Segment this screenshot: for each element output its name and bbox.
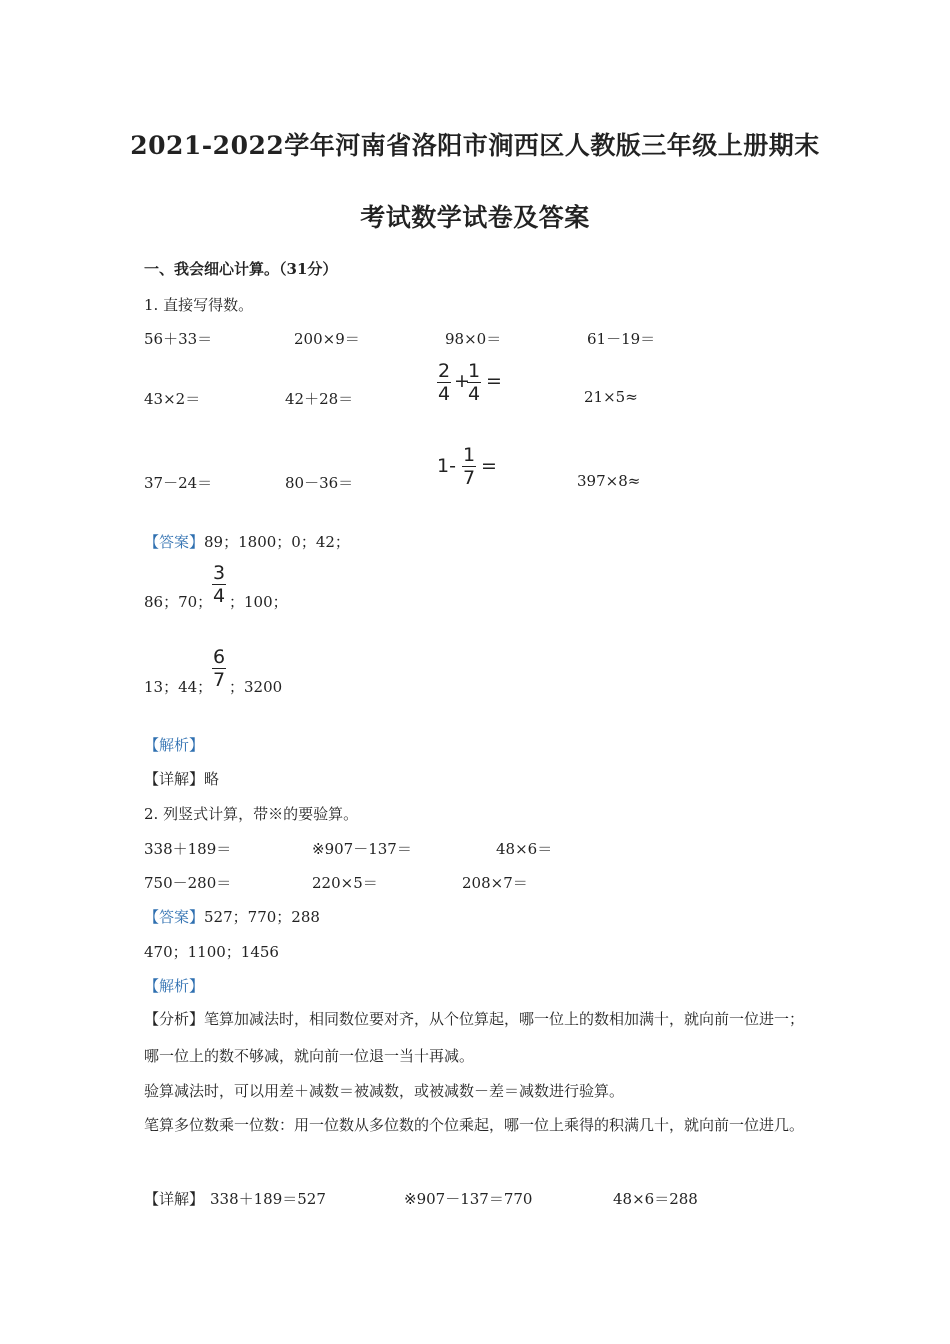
calc-item: 56＋33＝	[144, 330, 213, 348]
answer-text: 86；70；	[144, 593, 213, 611]
answer-text: 527；770；288	[204, 908, 320, 926]
calc-item: 338＋189＝	[144, 840, 232, 858]
detail-item: 48×6＝288	[613, 1190, 698, 1208]
fraction-numerator: 1	[462, 444, 476, 466]
analysis-paragraph: 验算减法时，可以用差＋减数＝被减数，或被减数－差＝减数进行验算。	[144, 1082, 625, 1100]
analysis-paragraph: 【分析】笔算加减法时，相同数位要对齐，从个位算起，哪一位上的数相加满十，就向前一位进一；哪一位上的数不够减，就向前一位退一当十再减。	[144, 1010, 805, 1065]
equals-sign: =	[486, 370, 502, 392]
calc-item: 61－19＝	[587, 330, 656, 348]
answer-line	[144, 906, 320, 927]
fraction-denominator: 7	[212, 669, 226, 691]
fraction-numerator: 3	[212, 562, 226, 584]
equals-sign: =	[481, 455, 497, 477]
answer-text: 13；44；	[144, 678, 213, 696]
section-heading: 一、我会细心计算。（31分）	[144, 260, 338, 278]
detail-tag: 【详解】	[144, 1190, 205, 1208]
calc-item: 80－36＝	[285, 474, 354, 492]
fraction-numerator: 2	[437, 360, 451, 382]
fraction	[212, 563, 226, 606]
calc-item: 750－280＝	[144, 874, 232, 892]
fraction	[467, 361, 481, 404]
calc-item: 48×6＝	[496, 840, 553, 858]
answer-text: 470；1100；1456	[144, 943, 279, 961]
detail-item: ※907－137＝770	[404, 1190, 533, 1208]
whole-number: 1-	[437, 455, 456, 477]
calc-item: 208×7＝	[462, 874, 528, 892]
page-subtitle: 考试数学试卷及答案	[360, 203, 590, 232]
answer-tag: 【答案】	[144, 533, 205, 551]
calc-item: 200×9＝	[294, 330, 360, 348]
analysis-paragraph: 笔算多位数乘一位数：用一位数从多位数的个位乘起，哪一位上乘得的积满几十，就向前一位进几。	[144, 1116, 805, 1134]
answer-text: ；100；	[229, 593, 288, 611]
fraction	[462, 445, 476, 488]
detail-item: 338＋189＝527	[210, 1190, 326, 1208]
question-label: 1. 直接写得数。	[144, 296, 254, 314]
answer-tag: 【答案】	[144, 908, 205, 926]
calc-item: 397×8≈	[577, 472, 641, 490]
fraction-denominator: 4	[212, 585, 226, 607]
fraction-denominator: 4	[437, 383, 451, 405]
calc-item: 43×2＝	[144, 390, 201, 408]
fraction	[212, 647, 226, 690]
answer-text: ；3200	[229, 678, 283, 696]
calc-item: 21×5≈	[584, 388, 638, 406]
fraction-denominator: 7	[462, 467, 476, 489]
fraction	[437, 361, 451, 404]
calc-item: 220×5＝	[312, 874, 378, 892]
calc-item: ※907－137＝	[312, 840, 412, 858]
calc-item: 42＋28＝	[285, 390, 354, 408]
answer-text: 89；1800；0；42；	[204, 533, 350, 551]
calc-item: 98×0＝	[445, 330, 502, 348]
analysis-tag: 【解析】	[144, 977, 205, 995]
answer-line	[144, 531, 350, 552]
plus-sign: +	[454, 370, 470, 392]
calc-item: 37－24＝	[144, 474, 213, 492]
fraction-numerator: 6	[212, 646, 226, 668]
fraction-numerator: 1	[467, 360, 481, 382]
question-label: 2. 列竖式计算，带※的要验算。	[144, 805, 359, 823]
fraction-denominator: 4	[467, 383, 481, 405]
detail-text: 【详解】略	[144, 770, 220, 788]
analysis-tag: 【解析】	[144, 736, 205, 754]
page-title: 2021-2022学年河南省洛阳市涧西区人教版三年级上册期末	[130, 131, 820, 160]
